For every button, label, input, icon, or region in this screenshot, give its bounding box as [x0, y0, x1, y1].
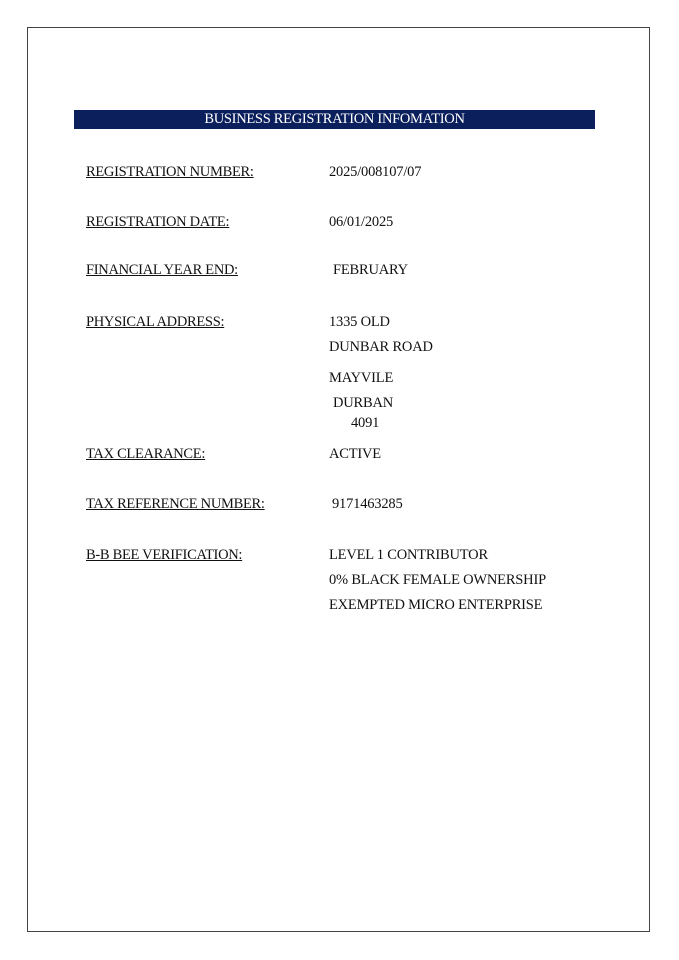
registration-number-label: REGISTRATION NUMBER:: [86, 164, 254, 180]
tax-reference-number-value: 9171463285: [332, 496, 403, 512]
page-title: BUSINESS REGISTRATION INFOMATION: [74, 110, 595, 129]
address-line: DUNBAR ROAD: [329, 339, 433, 355]
address-line: 1335 OLD: [329, 314, 390, 330]
bbbee-line: EXEMPTED MICRO ENTERPRISE: [329, 597, 543, 613]
tax-clearance-value: ACTIVE: [329, 446, 381, 462]
bbbee-line: LEVEL 1 CONTRIBUTOR: [329, 547, 488, 563]
address-line: MAYVILE: [329, 370, 394, 386]
address-postal-code: 4091: [351, 415, 380, 431]
physical-address-label: PHYSICAL ADDRESS:: [86, 314, 225, 330]
financial-year-end-value: FEBRUARY: [333, 262, 408, 278]
registration-date-value: 06/01/2025: [329, 214, 394, 230]
financial-year-end-label: FINANCIAL YEAR END:: [86, 262, 238, 278]
registration-number-value: 2025/008107/07: [329, 164, 422, 180]
address-line: DURBAN: [333, 395, 394, 411]
registration-date-label: REGISTRATION DATE:: [86, 214, 230, 230]
bbbee-verification-label: B-B BEE VERIFICATION:: [86, 547, 243, 563]
tax-clearance-label: TAX CLEARANCE:: [86, 446, 206, 462]
bbbee-line: 0% BLACK FEMALE OWNERSHIP: [329, 572, 546, 588]
page-border: [27, 27, 650, 932]
tax-reference-number-label: TAX REFERENCE NUMBER:: [86, 496, 265, 512]
